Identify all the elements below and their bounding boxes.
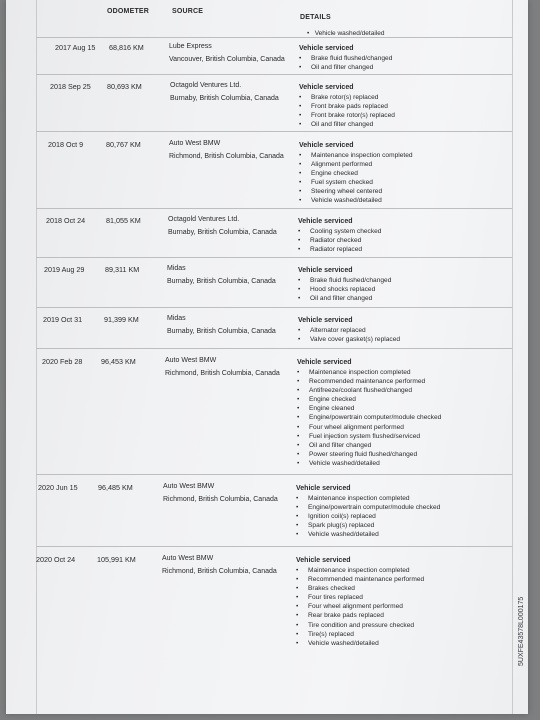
source-location: Richmond, British Columbia, Canada: [169, 153, 284, 160]
row-divider: [36, 37, 512, 38]
source-name: Midas: [167, 265, 186, 272]
details-list-item: • Oil and filter changed: [299, 120, 395, 129]
details-list: [298, 326, 400, 344]
details-list-item: • Engine checked: [297, 395, 441, 404]
details-title: Vehicle serviced: [298, 317, 353, 324]
details-list: [298, 227, 381, 254]
record-date: 2020 Feb 28: [42, 357, 83, 366]
details-list-item: • Valve cover gasket(s) replaced: [298, 335, 400, 344]
record-odometer: 89,311 KM: [105, 265, 140, 274]
details-list-item: • Tire(s) replaced: [296, 630, 424, 639]
details-list-item: • Oil and filter changed: [297, 441, 441, 450]
record-odometer: 96,485 KM: [98, 483, 133, 492]
details-list-item: • Four wheel alignment performed: [296, 602, 424, 611]
details-list-item: • Fuel injection system flushed/serviced: [297, 432, 441, 441]
details-list-item: • Vehicle washed/detailed: [297, 459, 441, 468]
record-date: 2017 Aug 15: [55, 43, 96, 52]
record-date: 2018 Oct 9: [48, 140, 84, 149]
record-odometer: 68,816 KM: [109, 43, 144, 52]
source-name: Auto West BMW: [163, 483, 215, 490]
record-details: [299, 142, 413, 206]
record-details: [297, 359, 441, 468]
record-source: [162, 552, 277, 578]
record-source: [167, 312, 276, 338]
details-list-item: • Brakes checked: [296, 584, 424, 593]
source-location: Burnaby, British Columbia, Canada: [167, 328, 276, 335]
source-location: Vancouver, British Columbia, Canada: [169, 56, 285, 63]
details-list-item: • Spark plug(s) replaced: [296, 521, 440, 530]
details-list-item: • Recommended maintenance performed: [297, 377, 441, 386]
row-divider: [36, 208, 512, 209]
border-line-left: [36, 0, 37, 714]
details-list-item: • Maintenance inspection completed: [296, 566, 424, 575]
details-list-item: • Maintenance inspection completed: [296, 494, 440, 503]
record-details: [296, 557, 424, 648]
source-location: Richmond, British Columbia, Canada: [163, 496, 278, 503]
details-title: Vehicle serviced: [298, 218, 353, 225]
details-list-item: • Engine/powertrain computer/module checked: [297, 413, 441, 422]
source-name: Octagold Ventures Ltd.: [168, 216, 240, 223]
details-list-item: • Brake fluid flushed/changed: [299, 54, 392, 63]
details-list-item: • Tire condition and pressure checked: [296, 621, 424, 630]
details-list-item: • Maintenance inspection completed: [297, 368, 441, 377]
details-list: [299, 54, 392, 72]
details-list: [299, 93, 395, 129]
border-line-right: [512, 0, 513, 714]
details-list-item: • Hood shocks replaced: [298, 285, 391, 294]
details-list: [298, 276, 391, 303]
record-details: [298, 317, 400, 344]
record-date: 2020 Jun 15: [38, 483, 78, 492]
row-divider: [36, 546, 512, 547]
details-list-item: • Rear brake pads replaced: [296, 611, 424, 620]
details-list-item: • Alignment performed: [299, 160, 413, 169]
details-list: [296, 494, 440, 539]
details-list-item: • Radiator replaced: [298, 245, 381, 254]
column-header-source: SOURCE: [172, 8, 204, 15]
details-title: Vehicle serviced: [296, 557, 351, 564]
record-details: [298, 218, 381, 254]
row-divider: [36, 348, 512, 349]
details-list-item: • Four wheel alignment performed: [297, 423, 441, 432]
source-name: Auto West BMW: [169, 140, 221, 147]
source-name: Auto West BMW: [165, 357, 217, 364]
details-title: Vehicle serviced: [299, 142, 354, 149]
details-list-item: • Front brake pads replaced: [299, 102, 395, 111]
record-source: [169, 137, 284, 163]
details-list-item: • Brake rotor(s) replaced: [299, 93, 395, 102]
details-list-item: • Engine cleaned: [297, 404, 441, 413]
details-list-item: • Ignition coil(s) replaced: [296, 512, 440, 521]
record-source: [170, 79, 279, 105]
details-list-item: • Steering wheel centered: [299, 187, 413, 196]
document-page: [6, 0, 528, 714]
record-odometer: 96,453 KM: [101, 357, 136, 366]
details-list-item: • Vehicle washed/detailed: [296, 639, 424, 648]
details-list-item: • Front brake rotor(s) replaced: [299, 111, 395, 120]
details-list-item: • Four tires replaced: [296, 593, 424, 602]
record-source: [169, 40, 285, 66]
details-list-item: • Radiator checked: [298, 236, 381, 245]
record-odometer: 80,767 KM: [106, 140, 141, 149]
record-source: [168, 213, 277, 239]
source-location: Burnaby, British Columbia, Canada: [167, 278, 276, 285]
record-date: 2019 Aug 29: [44, 265, 85, 274]
source-location: Burnaby, British Columbia, Canada: [170, 95, 279, 102]
details-list-item: • Cooling system checked: [298, 227, 381, 236]
details-list-item: • Engine checked: [299, 169, 413, 178]
details-list-item: • Fuel system checked: [299, 178, 413, 187]
record-odometer: 91,399 KM: [104, 315, 139, 324]
details-list-item: • Recommended maintenance performed: [296, 575, 424, 584]
details-list-item: • Engine/powertrain computer/module checked: [296, 503, 440, 512]
record-source: [163, 480, 278, 506]
row-divider: [36, 74, 512, 75]
source-name: Lube Express: [169, 43, 212, 50]
details-list: [297, 368, 441, 468]
details-title: Vehicle serviced: [298, 267, 353, 274]
details-list: [299, 151, 413, 206]
row-divider: [36, 474, 512, 475]
details-list-item: • Maintenance inspection completed: [299, 151, 413, 160]
record-date: 2018 Sep 25: [50, 82, 91, 91]
record-source: [165, 354, 280, 380]
column-header-details: DETAILS: [300, 14, 331, 21]
bullet-glyph: •: [307, 30, 315, 37]
source-name: Auto West BMW: [162, 555, 214, 562]
record-details: [299, 45, 392, 72]
record-details: [299, 84, 395, 129]
column-header-odometer: ODOMETER: [107, 8, 150, 15]
record-odometer: 80,693 KM: [107, 82, 142, 91]
details-title: Vehicle serviced: [296, 485, 351, 492]
details-list: [296, 566, 424, 648]
record-date: 2020 Oct 24: [36, 555, 76, 564]
details-list-item: • Antifreeze/coolant flushed/changed: [297, 386, 441, 395]
details-list-item: • Oil and filter changed: [299, 63, 392, 72]
details-list-item: • Oil and filter changed: [298, 294, 391, 303]
details-list-item: • Brake fluid flushed/changed: [298, 276, 391, 285]
source-location: Burnaby, British Columbia, Canada: [168, 229, 277, 236]
record-odometer: 105,991 KM: [97, 555, 136, 564]
row-divider: [36, 131, 512, 132]
source-name: Midas: [167, 315, 186, 322]
source-location: Richmond, British Columbia, Canada: [165, 370, 280, 377]
details-title: Vehicle serviced: [299, 84, 354, 91]
record-source: [167, 262, 276, 288]
details-list-item: • Power steering fluid flushed/changed: [297, 450, 441, 459]
details-carryover-item: [307, 30, 384, 37]
record-details: [296, 485, 440, 539]
source-name: Octagold Ventures Ltd.: [170, 82, 242, 89]
details-list-item: • Vehicle washed/detailed: [296, 530, 440, 539]
record-details: [298, 267, 391, 303]
row-divider: [36, 307, 512, 308]
source-location: Richmond, British Columbia, Canada: [162, 568, 277, 575]
record-date: 2019 Oct 31: [43, 315, 83, 324]
vin-side-code: 5UXFE43578L000175: [518, 596, 525, 666]
carryover-text: Vehicle washed/detailed: [314, 30, 385, 37]
details-title: Vehicle serviced: [299, 45, 354, 52]
row-divider: [36, 257, 512, 258]
record-date: 2018 Oct 24: [46, 216, 86, 225]
record-odometer: 81,055 KM: [106, 216, 141, 225]
details-list-item: • Vehicle washed/detailed: [299, 196, 413, 205]
details-list-item: • Alternator replaced: [298, 326, 400, 335]
details-title: Vehicle serviced: [297, 359, 352, 366]
